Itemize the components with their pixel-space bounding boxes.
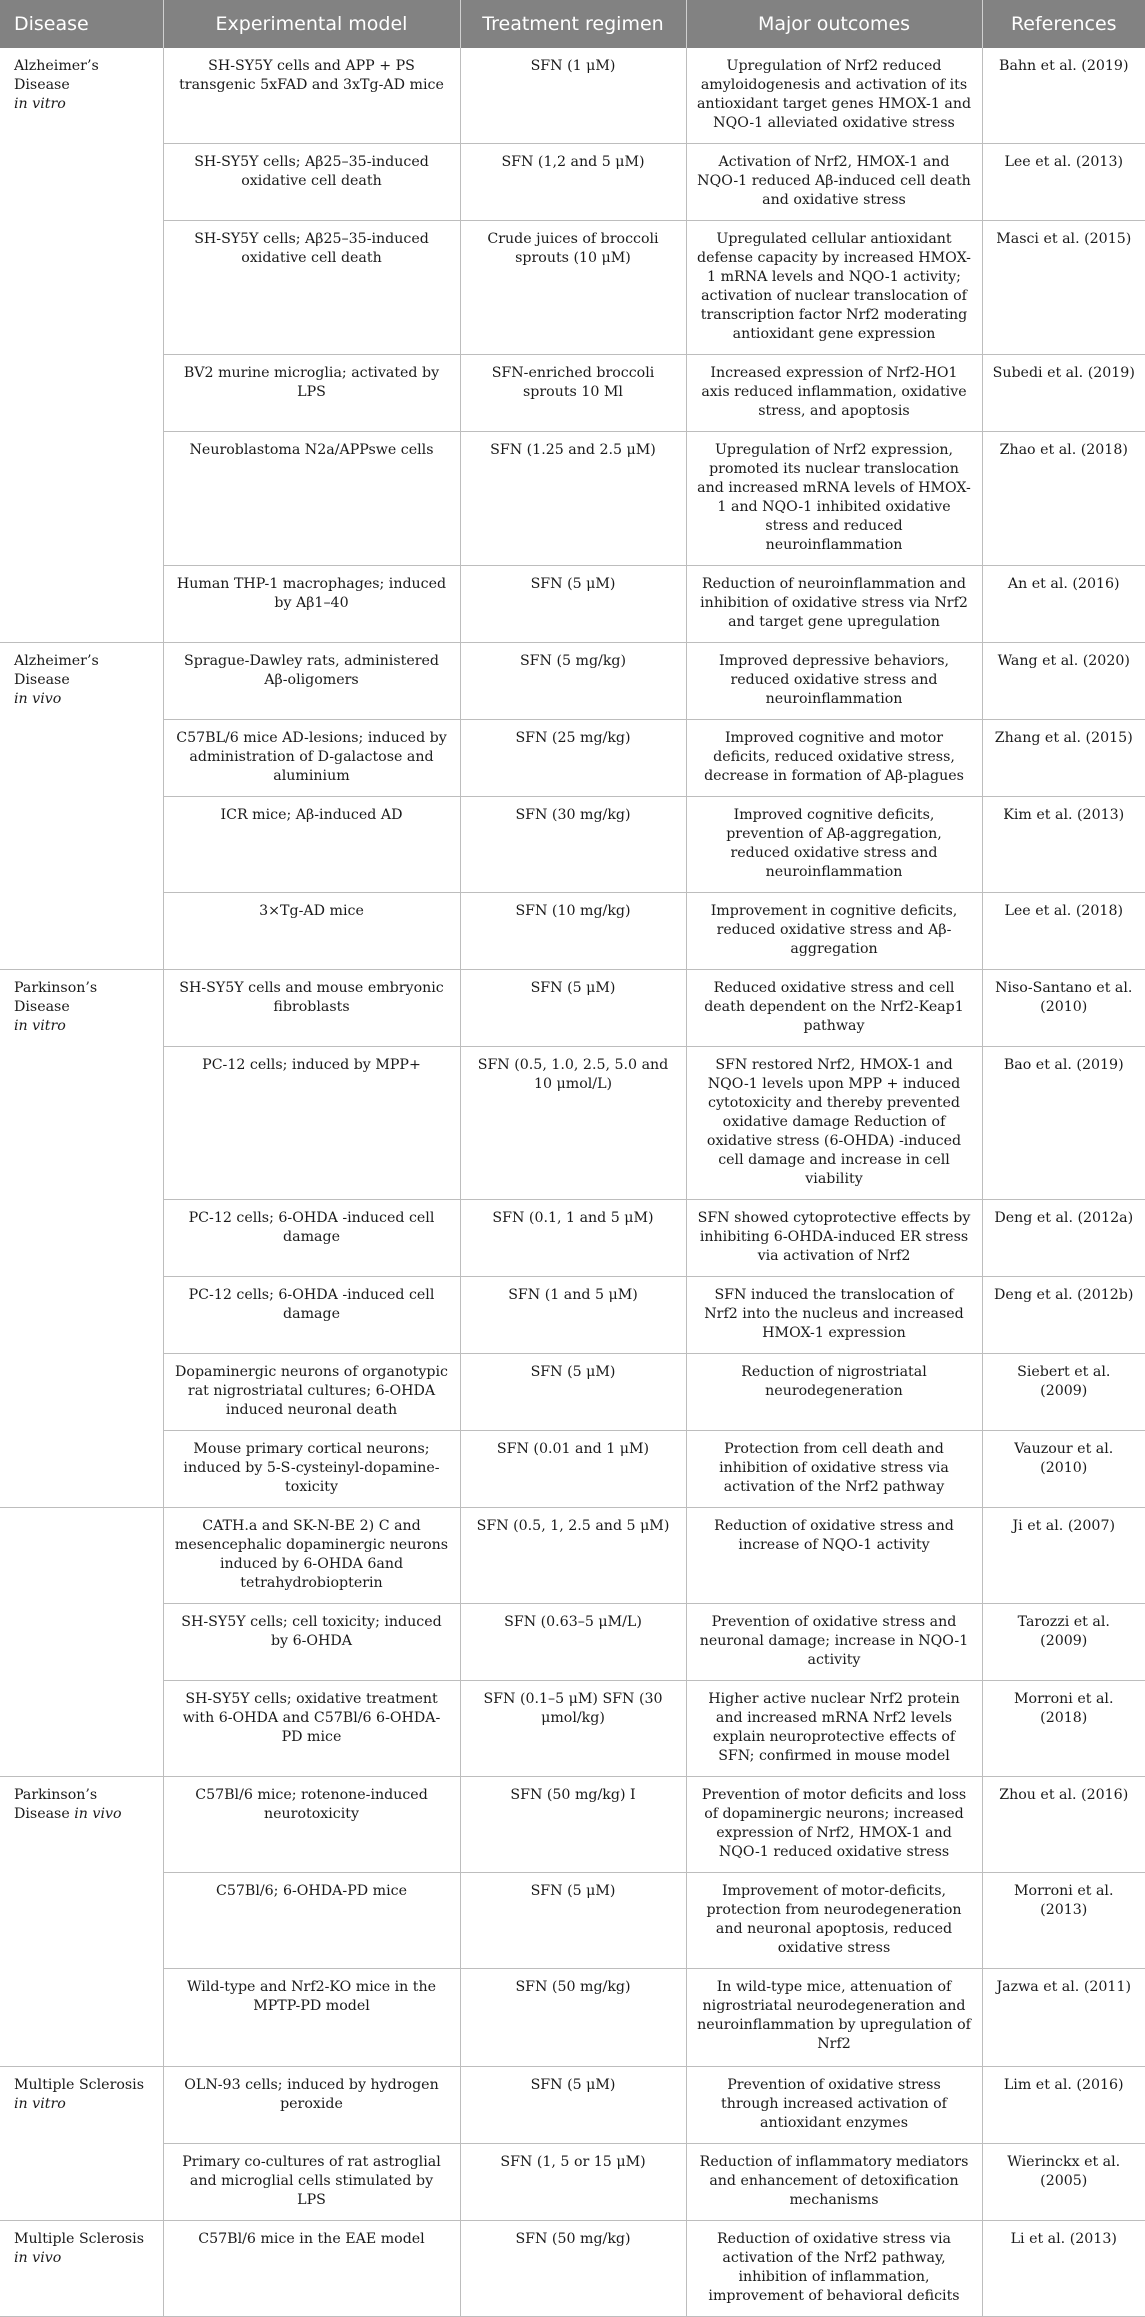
table-row — [0, 1047, 1145, 1200]
table-row — [0, 2221, 1145, 2317]
treatment-regimen-cell: SFN (25 mg/kg) — [460, 720, 686, 797]
table-row — [0, 1431, 1145, 1508]
major-outcome-cell: Improved cognitive and motor deficits, reduced oxidative stress, decrease in formation of Aβ-plagues — [686, 720, 982, 797]
treatment-regimen-cell: SFN (5 mg/kg) — [460, 643, 686, 720]
treatment-regimen-cell: SFN (1,2 and 5 μM) — [460, 144, 686, 221]
disease-setting: in vivo — [74, 1806, 122, 1822]
major-outcome-cell: Reduction of inflammatory mediators and enhancement of detoxification mechanisms — [686, 2144, 982, 2221]
table-row — [0, 221, 1145, 355]
disease-label: Alzheimer’s Disease — [14, 58, 99, 93]
header-treatment-regimen: Treatment regimen — [460, 0, 686, 48]
treatment-regimen-cell: SFN (0.01 and 1 μM) — [460, 1431, 686, 1508]
reference-cell: Tarozzi et al. (2009) — [982, 1604, 1145, 1681]
reference-cell: Lee et al. (2018) — [982, 893, 1145, 970]
reference-cell: Lim et al. (2016) — [982, 2067, 1145, 2144]
table-row — [0, 643, 1145, 720]
table-row — [0, 1969, 1145, 2067]
major-outcome-cell: Upregulated cellular antioxidant defense capacity by increased HMOX-1 mRNA levels and NQO-1 activity; activation of nuclear translocation of transcription factor Nrf2 moderating antioxidant gene expression — [686, 221, 982, 355]
major-outcome-cell: Prevention of oxidative stress through increased activation of antioxidant enzymes — [686, 2067, 982, 2144]
experimental-model-cell: Dopaminergic neurons of organotypic rat nigrostriatal cultures; 6-OHDA induced neuronal death — [163, 1354, 460, 1431]
treatment-regimen-cell: SFN (0.1–5 μM) SFN (30 μmol/kg) — [460, 1681, 686, 1777]
header-experimental-model: Experimental model — [163, 0, 460, 48]
disease-setting: in vitro — [14, 1018, 66, 1034]
treatment-regimen-cell: SFN (0.5, 1, 2.5 and 5 μM) — [460, 1508, 686, 1604]
reference-cell: Kim et al. (2013) — [982, 797, 1145, 893]
reference-cell: Bao et al. (2019) — [982, 1047, 1145, 1200]
major-outcome-cell: Improved depressive behaviors, reduced oxidative stress and neuroinflammation — [686, 643, 982, 720]
experimental-model-cell: C57BL/6 mice AD-lesions; induced by administration of D-galactose and aluminium — [163, 720, 460, 797]
experimental-model-cell: SH-SY5Y cells; Aβ25–35-induced oxidative cell death — [163, 221, 460, 355]
reference-cell: Deng et al. (2012b) — [982, 1277, 1145, 1354]
experimental-model-cell: SH-SY5Y cells; oxidative treatment with 6-OHDA and C57Bl/6 6-OHDA-PD mice — [163, 1681, 460, 1777]
major-outcome-cell: Protection from cell death and inhibition of oxidative stress via activation of the Nrf2 pathway — [686, 1431, 982, 1508]
reference-cell: Niso-Santano et al. (2010) — [982, 970, 1145, 1047]
reference-cell: Lee et al. (2013) — [982, 144, 1145, 221]
reference-cell: Zhou et al. (2016) — [982, 1777, 1145, 1873]
table-row — [0, 797, 1145, 893]
table-row — [0, 970, 1145, 1047]
treatment-regimen-cell: SFN (5 μM) — [460, 1873, 686, 1969]
reference-cell: Vauzour et al. (2010) — [982, 1431, 1145, 1508]
major-outcome-cell: Increased expression of Nrf2-HO1 axis reduced inflammation, oxidative stress, and apoptosis — [686, 355, 982, 432]
treatment-regimen-cell: Crude juices of broccoli sprouts (10 μM) — [460, 221, 686, 355]
experimental-model-cell: ICR mice; Aβ-induced AD — [163, 797, 460, 893]
experimental-model-cell: C57Bl/6 mice in the EAE model — [163, 2221, 460, 2317]
treatment-regimen-cell: SFN (1.25 and 2.5 μM) — [460, 432, 686, 566]
major-outcome-cell: In wild-type mice, attenuation of nigrostriatal neurodegeneration and neuroinflammation by upregulation of Nrf2 — [686, 1969, 982, 2067]
table-header — [0, 0, 1145, 48]
reference-cell: Morroni et al. (2018) — [982, 1681, 1145, 1777]
major-outcome-cell: Prevention of motor deficits and loss of dopaminergic neurons; increased expression of Nrf2, HMOX-1 and NQO-1 reduced oxidative stress — [686, 1777, 982, 1873]
table-row — [0, 355, 1145, 432]
header-major-outcomes: Major outcomes — [686, 0, 982, 48]
experimental-model-cell: SH-SY5Y cells; Aβ25–35-induced oxidative cell death — [163, 144, 460, 221]
experimental-model-cell: Neuroblastoma N2a/APPswe cells — [163, 432, 460, 566]
major-outcome-cell: Activation of Nrf2, HMOX-1 and NQO-1 reduced Aβ-induced cell death and oxidative stress — [686, 144, 982, 221]
treatment-regimen-cell: SFN (30 mg/kg) — [460, 797, 686, 893]
major-outcome-cell: Reduced oxidative stress and cell death dependent on the Nrf2-Keap1 pathway — [686, 970, 982, 1047]
disease-cell — [0, 1777, 163, 2067]
table-row — [0, 1508, 1145, 1604]
table-row — [0, 1277, 1145, 1354]
treatment-regimen-cell: SFN (0.5, 1.0, 2.5, 5.0 and 10 μmol/L) — [460, 1047, 686, 1200]
major-outcome-cell: Prevention of oxidative stress and neuronal damage; increase in NQO-1 activity — [686, 1604, 982, 1681]
treatment-regimen-cell: SFN (10 mg/kg) — [460, 893, 686, 970]
major-outcome-cell: Improvement in cognitive deficits, reduced oxidative stress and Aβ-aggregation — [686, 893, 982, 970]
table-row — [0, 566, 1145, 643]
treatment-regimen-cell: SFN (5 μM) — [460, 2067, 686, 2144]
major-outcome-cell: Upregulation of Nrf2 reduced amyloidogenesis and activation of its antioxidant target genes HMOX-1 and NQO-1 alleviated oxidative stress — [686, 48, 982, 144]
experimental-model-cell: Sprague-Dawley rats, administered Aβ-oligomers — [163, 643, 460, 720]
table-row — [0, 1873, 1145, 1969]
major-outcome-cell: Improvement of motor-deficits, protection from neurodegeneration and neuronal apoptosis, reduced oxidative stress — [686, 1873, 982, 1969]
reference-cell: Subedi et al. (2019) — [982, 355, 1145, 432]
table-row — [0, 1200, 1145, 1277]
disease-label: Alzheimer’s Disease — [14, 653, 99, 688]
reference-cell: Jazwa et al. (2011) — [982, 1969, 1145, 2067]
major-outcome-cell: Reduction of oxidative stress via activation of the Nrf2 pathway, inhibition of inflammation, improvement of behavioral deficits — [686, 2221, 982, 2317]
experimental-model-cell: SH-SY5Y cells; cell toxicity; induced by 6-OHDA — [163, 1604, 460, 1681]
treatment-regimen-cell: SFN (1 and 5 μM) — [460, 1277, 686, 1354]
experimental-model-cell: OLN-93 cells; induced by hydrogen peroxide — [163, 2067, 460, 2144]
disease-cell — [0, 2067, 163, 2221]
header-row — [0, 0, 1145, 48]
experimental-model-cell: BV2 murine microglia; activated by LPS — [163, 355, 460, 432]
table-row — [0, 1777, 1145, 1873]
experimental-model-cell: Primary co-cultures of rat astroglial and microglial cells stimulated by LPS — [163, 2144, 460, 2221]
experimental-model-cell: PC-12 cells; 6-OHDA -induced cell damage — [163, 1277, 460, 1354]
treatment-regimen-cell: SFN (5 μM) — [460, 566, 686, 643]
experimental-model-cell: SH-SY5Y cells and APP + PS transgenic 5xFAD and 3xTg-AD mice — [163, 48, 460, 144]
disease-cell — [0, 48, 163, 643]
disease-cell — [0, 643, 163, 970]
reference-cell: Morroni et al. (2013) — [982, 1873, 1145, 1969]
disease-cell — [0, 970, 163, 1508]
disease-label: Multiple Sclerosis — [14, 2231, 144, 2247]
reference-cell: Ji et al. (2007) — [982, 1508, 1145, 1604]
table-row — [0, 1354, 1145, 1431]
table-row — [0, 144, 1145, 221]
major-outcome-cell: SFN induced the translocation of Nrf2 into the nucleus and increased HMOX-1 expression — [686, 1277, 982, 1354]
experimental-model-cell: PC-12 cells; 6-OHDA -induced cell damage — [163, 1200, 460, 1277]
disease-setting: in vitro — [14, 2096, 66, 2112]
table-row — [0, 432, 1145, 566]
table-row — [0, 1681, 1145, 1777]
experimental-model-cell: Human THP-1 macrophages; induced by Aβ1–40 — [163, 566, 460, 643]
reference-cell: Bahn et al. (2019) — [982, 48, 1145, 144]
experimental-model-cell: C57Bl/6 mice; rotenone-induced neurotoxicity — [163, 1777, 460, 1873]
major-outcome-cell: Improved cognitive deficits, prevention of Aβ-aggregation, reduced oxidative stress and neuroinflammation — [686, 797, 982, 893]
treatment-regimen-cell: SFN (50 mg/kg) — [460, 1969, 686, 2067]
table-row — [0, 720, 1145, 797]
disease-label: Parkinson’s Disease — [14, 1787, 98, 1822]
treatment-regimen-cell: SFN (5 μM) — [460, 1354, 686, 1431]
treatment-regimen-cell: SFN (1 μM) — [460, 48, 686, 144]
disease-setting: in vivo — [14, 2250, 62, 2266]
reference-cell: Siebert et al. (2009) — [982, 1354, 1145, 1431]
table-row — [0, 1604, 1145, 1681]
reference-cell: Wang et al. (2020) — [982, 643, 1145, 720]
treatment-regimen-cell: SFN (1, 5 or 15 μM) — [460, 2144, 686, 2221]
reference-cell: Zhang et al. (2015) — [982, 720, 1145, 797]
major-outcome-cell: SFN restored Nrf2, HMOX-1 and NQO-1 levels upon MPP + induced cytotoxicity and thereby prevented oxidative damage Reduction of oxidative stress (6-OHDA) -induced cell damage and increase in cell viability — [686, 1047, 982, 1200]
disease-label: Multiple Sclerosis — [14, 2077, 144, 2093]
treatment-regimen-cell: SFN (0.1, 1 and 5 μM) — [460, 1200, 686, 1277]
experimental-model-cell: C57Bl/6; 6-OHDA-PD mice — [163, 1873, 460, 1969]
major-outcome-cell: SFN showed cytoprotective effects by inhibiting 6-OHDA-induced ER stress via activation of Nrf2 — [686, 1200, 982, 1277]
disease-setting: in vitro — [14, 96, 66, 112]
reference-cell: Zhao et al. (2018) — [982, 432, 1145, 566]
experimental-model-cell: 3×Tg-AD mice — [163, 893, 460, 970]
treatment-regimen-cell: SFN (0.63–5 μM/L) — [460, 1604, 686, 1681]
treatment-regimen-cell: SFN (50 mg/kg) I — [460, 1777, 686, 1873]
table-row — [0, 2067, 1145, 2144]
reference-cell: An et al. (2016) — [982, 566, 1145, 643]
major-outcome-cell: Upregulation of Nrf2 expression, promoted its nuclear translocation and increased mRNA levels of HMOX-1 and NQO-1 inhibited oxidative stress and reduced neuroinflammation — [686, 432, 982, 566]
table-row — [0, 2144, 1145, 2221]
reference-cell: Li et al. (2013) — [982, 2221, 1145, 2317]
treatment-regimen-cell: SFN (5 μM) — [460, 970, 686, 1047]
experimental-model-cell: SH-SY5Y cells and mouse embryonic fibroblasts — [163, 970, 460, 1047]
header-disease: Disease — [0, 0, 163, 48]
experimental-model-cell: Mouse primary cortical neurons; induced by 5-S-cysteinyl-dopamine- toxicity — [163, 1431, 460, 1508]
disease-label: Parkinson’s Disease — [14, 980, 98, 1015]
table-body — [0, 48, 1145, 2317]
treatment-regimen-cell: SFN-enriched broccoli sprouts 10 Ml — [460, 355, 686, 432]
major-outcome-cell: Reduction of oxidative stress and increase of NQO-1 activity — [686, 1508, 982, 1604]
disease-cell — [0, 2221, 163, 2317]
major-outcome-cell: Reduction of nigrostriatal neurodegeneration — [686, 1354, 982, 1431]
major-outcome-cell: Higher active nuclear Nrf2 protein and increased mRNA Nrf2 levels explain neuroprotective effects of SFN; confirmed in mouse model — [686, 1681, 982, 1777]
major-outcome-cell: Reduction of neuroinflammation and inhibition of oxidative stress via Nrf2 and target gene upregulation — [686, 566, 982, 643]
treatment-regimen-cell: SFN (50 mg/kg) — [460, 2221, 686, 2317]
header-references: References — [982, 0, 1145, 48]
reference-cell: Wierinckx et al. (2005) — [982, 2144, 1145, 2221]
disease-cell — [0, 1508, 163, 1777]
table-row — [0, 48, 1145, 144]
experimental-model-cell: CATH.a and SK-N-BE 2) C and mesencephalic dopaminergic neurons induced by 6-OHDA 6and tetrahydrobiopterin — [163, 1508, 460, 1604]
disease-setting: in vivo — [14, 691, 62, 707]
reference-cell: Deng et al. (2012a) — [982, 1200, 1145, 1277]
reference-cell: Masci et al. (2015) — [982, 221, 1145, 355]
table-row — [0, 893, 1145, 970]
experimental-model-cell: Wild-type and Nrf2-KO mice in the MPTP-PD model — [163, 1969, 460, 2067]
experimental-model-cell: PC-12 cells; induced by MPP+ — [163, 1047, 460, 1200]
